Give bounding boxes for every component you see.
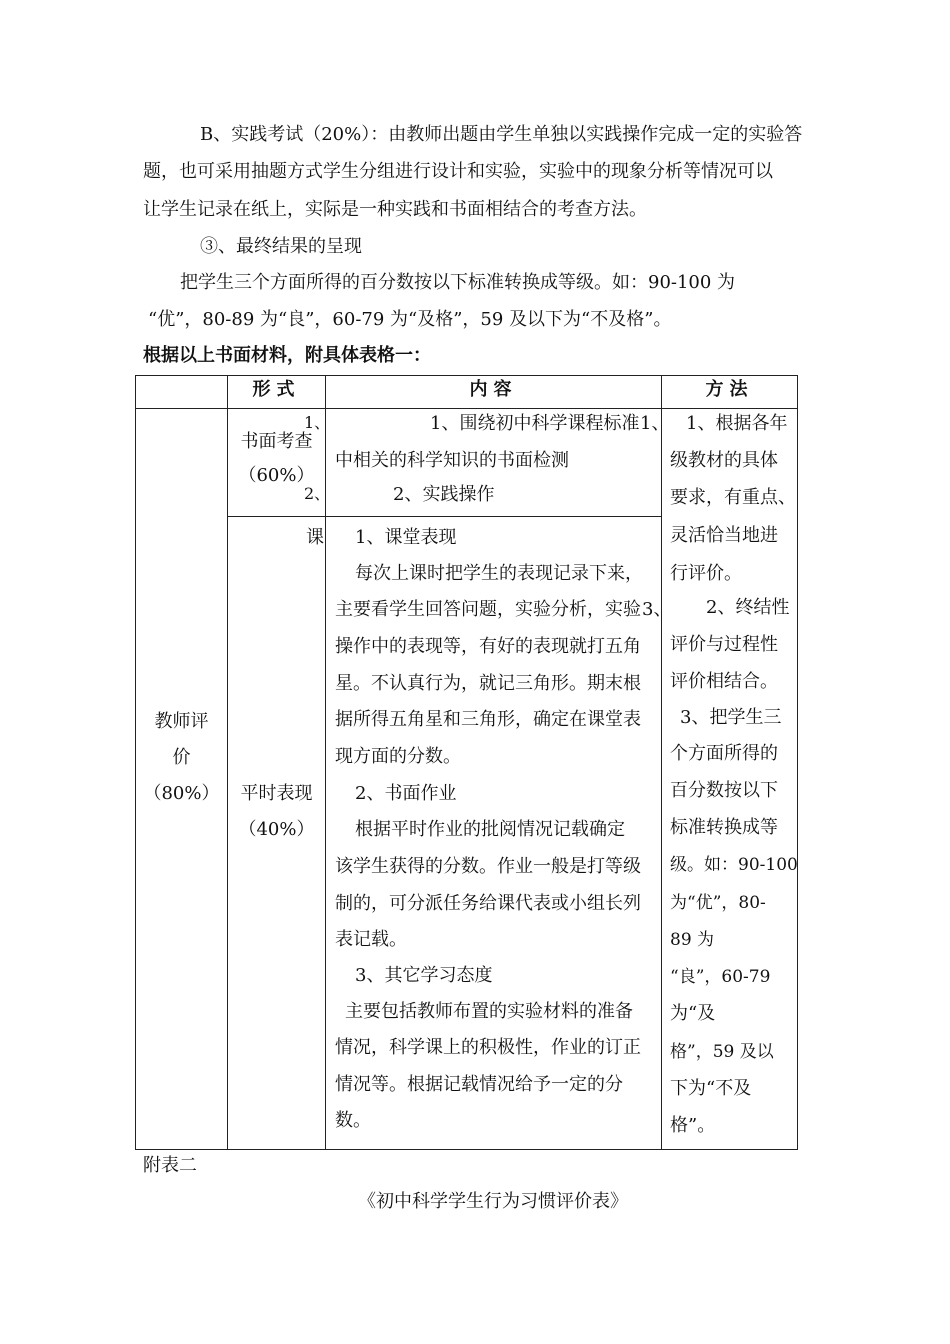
- method-line-12: 标准转换成等: [670, 817, 778, 838]
- daily-label-1: 平时表现: [240, 783, 313, 804]
- daily-content-line-15: 情况，科学课上的积极性，作业的订正: [335, 1037, 641, 1058]
- method-line-5: 行评价。: [670, 563, 742, 584]
- daily-content-line-4: 操作中的表现等，有好的表现就打五角: [335, 636, 641, 657]
- header-form: 形式: [252, 379, 301, 400]
- method-line-1: 1、根据各年: [686, 413, 788, 434]
- written-label-2: （60%）: [238, 465, 315, 486]
- header-method: 方法: [705, 379, 754, 400]
- method-line-4: 灵活恰当地进: [670, 525, 778, 546]
- method-line-11: 百分数按以下: [670, 780, 778, 801]
- daily-overlap-number: 3、: [642, 599, 672, 620]
- category-line-2: 价: [172, 747, 191, 768]
- daily-content-line-9: 根据平时作业的批阅情况记载确定: [355, 819, 625, 840]
- daily-content-line-3: 主要看学生回答问题，实验分析，实验: [335, 599, 641, 620]
- daily-content-line-11: 制的，可分派任务给课代表或小组长列: [335, 893, 641, 914]
- table-border-right: [797, 375, 798, 1150]
- written-overlap-number: 1、: [640, 413, 670, 434]
- paragraph-b-line-1: B、实践考试（20%）：由教师出题由学生单独以实践操作完成一定的实验答: [200, 124, 803, 145]
- table-intro: 根据以上书面材料，附具体表格一：: [143, 345, 431, 366]
- written-content-line-1: 1、围绕初中科学课程标准: [430, 413, 640, 434]
- method-line-18: 格”，59 及以: [670, 1042, 774, 1062]
- written-number-1: 1、: [304, 413, 331, 432]
- daily-content-line-1: 1、课堂表现: [355, 527, 457, 548]
- method-line-20: 格”。: [670, 1115, 716, 1136]
- table-border-bottom: [135, 1149, 798, 1150]
- daily-content-line-7: 现方面的分数。: [335, 746, 461, 767]
- method-line-15: 89 为: [670, 930, 715, 950]
- daily-content-line-13: 3、其它学习态度: [355, 965, 493, 986]
- table-header-divider: [135, 408, 798, 409]
- category-line-1: 教师评: [154, 711, 209, 732]
- method-line-16: “良”，60-79: [670, 967, 771, 987]
- table-border-top: [135, 375, 798, 376]
- method-line-10: 个方面所得的: [670, 743, 778, 764]
- daily-mark: 课: [306, 527, 324, 548]
- table-col-divider-1: [227, 375, 228, 1150]
- paragraph-c-line-2: “优”，80-89 为“良”，60-79 为“及格”，59 及以下为“不及格”。: [148, 309, 672, 330]
- written-number-2: 2、: [304, 484, 331, 503]
- daily-content-line-14: 主要包括教师布置的实验材料的准备: [345, 1001, 633, 1022]
- written-content-line-2: 中相关的科学知识的书面检测: [335, 450, 569, 471]
- method-line-6: 2、终结性: [706, 597, 790, 618]
- daily-label-2: （40%）: [238, 819, 315, 840]
- appendix-label: 附表二: [143, 1155, 197, 1176]
- appendix-title: 《初中科学学生行为习惯评价表》: [358, 1191, 628, 1212]
- written-label-1: 书面考查: [240, 431, 313, 452]
- method-line-3: 要求，有重点、: [670, 487, 796, 508]
- method-line-7: 评价与过程性: [670, 634, 778, 655]
- header-content: 内容: [469, 379, 518, 400]
- method-line-2: 级教材的具体: [670, 450, 778, 471]
- daily-content-line-12: 表记载。: [335, 929, 407, 950]
- paragraph-b-line-3: 让学生记录在纸上，实际是一种实践和书面相结合的考查方法。: [143, 199, 647, 220]
- daily-content-line-16: 情况等。根据记载情况给予一定的分: [335, 1074, 623, 1095]
- section-heading-final-result: ③、最终结果的呈现: [200, 236, 362, 257]
- daily-content-line-2: 每次上课时把学生的表现记录下来，: [355, 563, 643, 584]
- method-line-13: 级。如：90-100: [670, 855, 798, 875]
- table-col-divider-3: [661, 375, 662, 1150]
- method-line-9: 3、把学生三: [680, 707, 782, 728]
- daily-content-line-8: 2、书面作业: [355, 783, 457, 804]
- paragraph-b-line-2: 题，也可采用抽题方式学生分组进行设计和实验，实验中的现象分析等情况可以: [143, 161, 773, 182]
- daily-content-line-10: 该学生获得的分数。作业一般是打等级: [335, 856, 641, 877]
- daily-content-line-17: 数。: [335, 1110, 371, 1131]
- method-line-14: 为“优”，80-: [670, 893, 766, 913]
- table-row-divider: [227, 516, 661, 517]
- daily-content-line-5: 星。不认真行为，就记三角形。期末根: [335, 673, 641, 694]
- paragraph-c-line-1: 把学生三个方面所得的百分数按以下标准转换成等级。如：90-100 为: [180, 272, 736, 293]
- category-line-3: （80%）: [143, 783, 220, 804]
- method-line-8: 评价相结合。: [670, 671, 778, 692]
- daily-content-line-6: 据所得五角星和三角形，确定在课堂表: [335, 709, 641, 730]
- written-content-line-3: 2、实践操作: [393, 484, 495, 505]
- method-line-19: 下为“不及: [670, 1078, 752, 1099]
- method-line-17: 为“及: [670, 1003, 716, 1024]
